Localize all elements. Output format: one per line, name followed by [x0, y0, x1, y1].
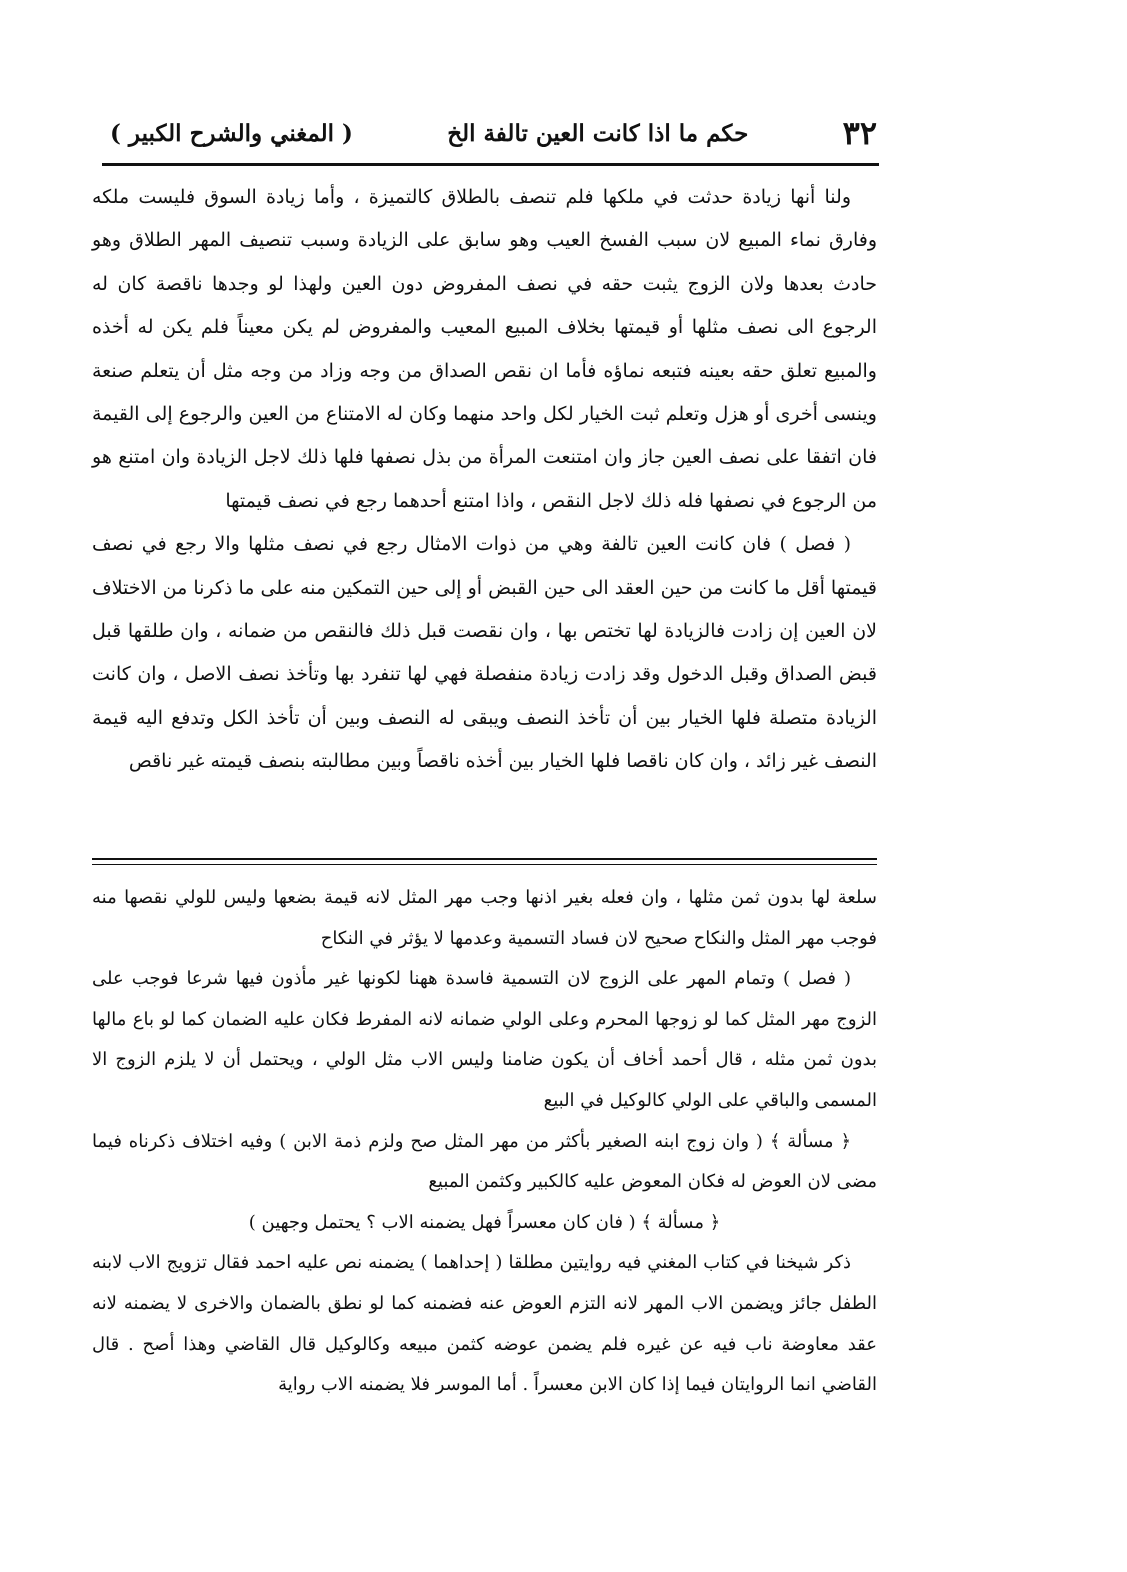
lower-commentary	[92, 878, 877, 1406]
commentary-paragraph: سلعة لها بدون ثمن مثلها ، وان فعله بغير اذنها وجب مهر المثل لانه قيمة بضعها وليس للولي نقصها منه فوجب مهر المثل والنكاح صحيح لان فساد التسمية وعدمها لا يؤثر في النكاح	[92, 887, 877, 949]
page-header	[110, 108, 877, 158]
header-rule	[102, 163, 879, 166]
running-title: حكم ما اذا كانت العين تالفة الخ	[447, 119, 749, 147]
section-divider	[92, 858, 877, 868]
commentary-paragraph: ( فصل ) وتمام المهر على الزوج لان التسمية فاسدة ههنا لكونها غير مأذون فيها شرعا فوجب على الزوج مهر المثل كما لو زوجها المحرم وعلى الولي ضمانه لانه المفرط فكان عليه الضمان كما لو باع مالها بدون ثمن مثله ، قال أحمد أخاف أن يكون ضامنا وليس الاب مثل الولي ، ويحتمل أن لا يلزم الزوج الا المسمى والباقي على الولي كالوكيل في البيع	[92, 968, 878, 1111]
commentary-paragraph: ذكر شيخنا في كتاب المغني فيه روايتين مطلقا ( إحداهما ) يضمنه نص عليه احمد فقال تزويج الاب لابنه الطفل جائز ويضمن الاب المهر لانه التزم العوض عنه فضمنه كما لو نطق بالضمان والاخرى لا يضمنه لانه عقد معاوضة ناب فيه عن غيره فلم يضمن عوضه كثمن مبيعه وكالوكيل قال القاضي وهذا أصح . قال القاضي انما الروايتان فيما إذا كان الابن معسراً . أما الموسر فلا يضمنه الاب رواية	[92, 1252, 877, 1396]
main-paragraph: ( فصل ) فان كانت العين تالفة وهي من ذوات الامثال رجع في نصف مثلها والا رجع في نصف قيمتها أقل ما كانت من حين العقد الى حين القبض أو إلى حين التمكين منه على ما ذكرنا من الاختلاف لان العين إن زادت فالزيادة لها تختص بها ، وان نقصت قبل ذلك فالنقص من ضمانه ، وان طلقها قبل قبض الصداق وقبل الدخول وقد زادت زيادة منفصلة فهي لها تنفرد بها وتأخذ نصف الاصل ، وان كانت الزيادة متصلة فلها الخيار بين أن تأخذ النصف ويبقى له النصف وبين أن تأخذ الكل وتدفع اليه قيمة النصف غير زائد ، وان كان ناقصا فلها الخيار بين أخذه ناقصاً وبين مطالبته بنصف قيمته غير ناقص	[92, 533, 878, 773]
commentary-heading: ﴿ مسألة ﴾ ( فان كان معسراً فهل يضمنه الاب ؟ يحتمل وجهين )	[248, 1211, 721, 1233]
book-title: ( المغني والشرح الكبير )	[110, 119, 353, 147]
page-number: ٣٢	[842, 114, 877, 152]
commentary-paragraph: ﴿ مسألة ﴾ ( وان زوج ابنه الصغير بأكثر من مهر المثل صح ولزم ذمة الابن ) وفيه اختلاف ذكرناه فيما مضى لان العوض له فكان المعوض عليه كالكبير وكثمن المبيع	[92, 1130, 877, 1193]
main-paragraph: ولنا أنها زيادة حدثت في ملكها فلم تنصف بالطلاق كالتميزة ، وأما زيادة السوق فليست ملكه وفارق نماء المبيع لان سبب الفسخ العيب وهو سابق على الزيادة وسبب تنصيف المهر الطلاق وهو حادث بعدها ولان الزوج يثبت حقه في نصف المفروض دون العين ولهذا لو وجدها ناقصة كان له الرجوع الى نصف مثلها أو قيمتها بخلاف المبيع المعيب والمفروض لم يكن معيناً فلم يكن له أخذه والمبيع تعلق حقه بعينه فتبعه نماؤه فأما ان نقص الصداق من وجه وزاد من وجه مثل أن يتعلم صنعة وينسى أخرى أو هزل وتعلم ثبت الخيار لكل واحد منهما وكان له الامتناع من العين والرجوع إلى القيمة فان اتفقا على نصف العين جاز وان امتنعت المرأة من بذل نصفها فلها ذلك لاجل الزيادة وان امتنع هو من الرجوع في نصفها فله ذلك لاجل النقص ، واذا امتنع أحدهما رجع في نصف قيمتها	[92, 186, 877, 512]
main-text	[92, 176, 877, 784]
